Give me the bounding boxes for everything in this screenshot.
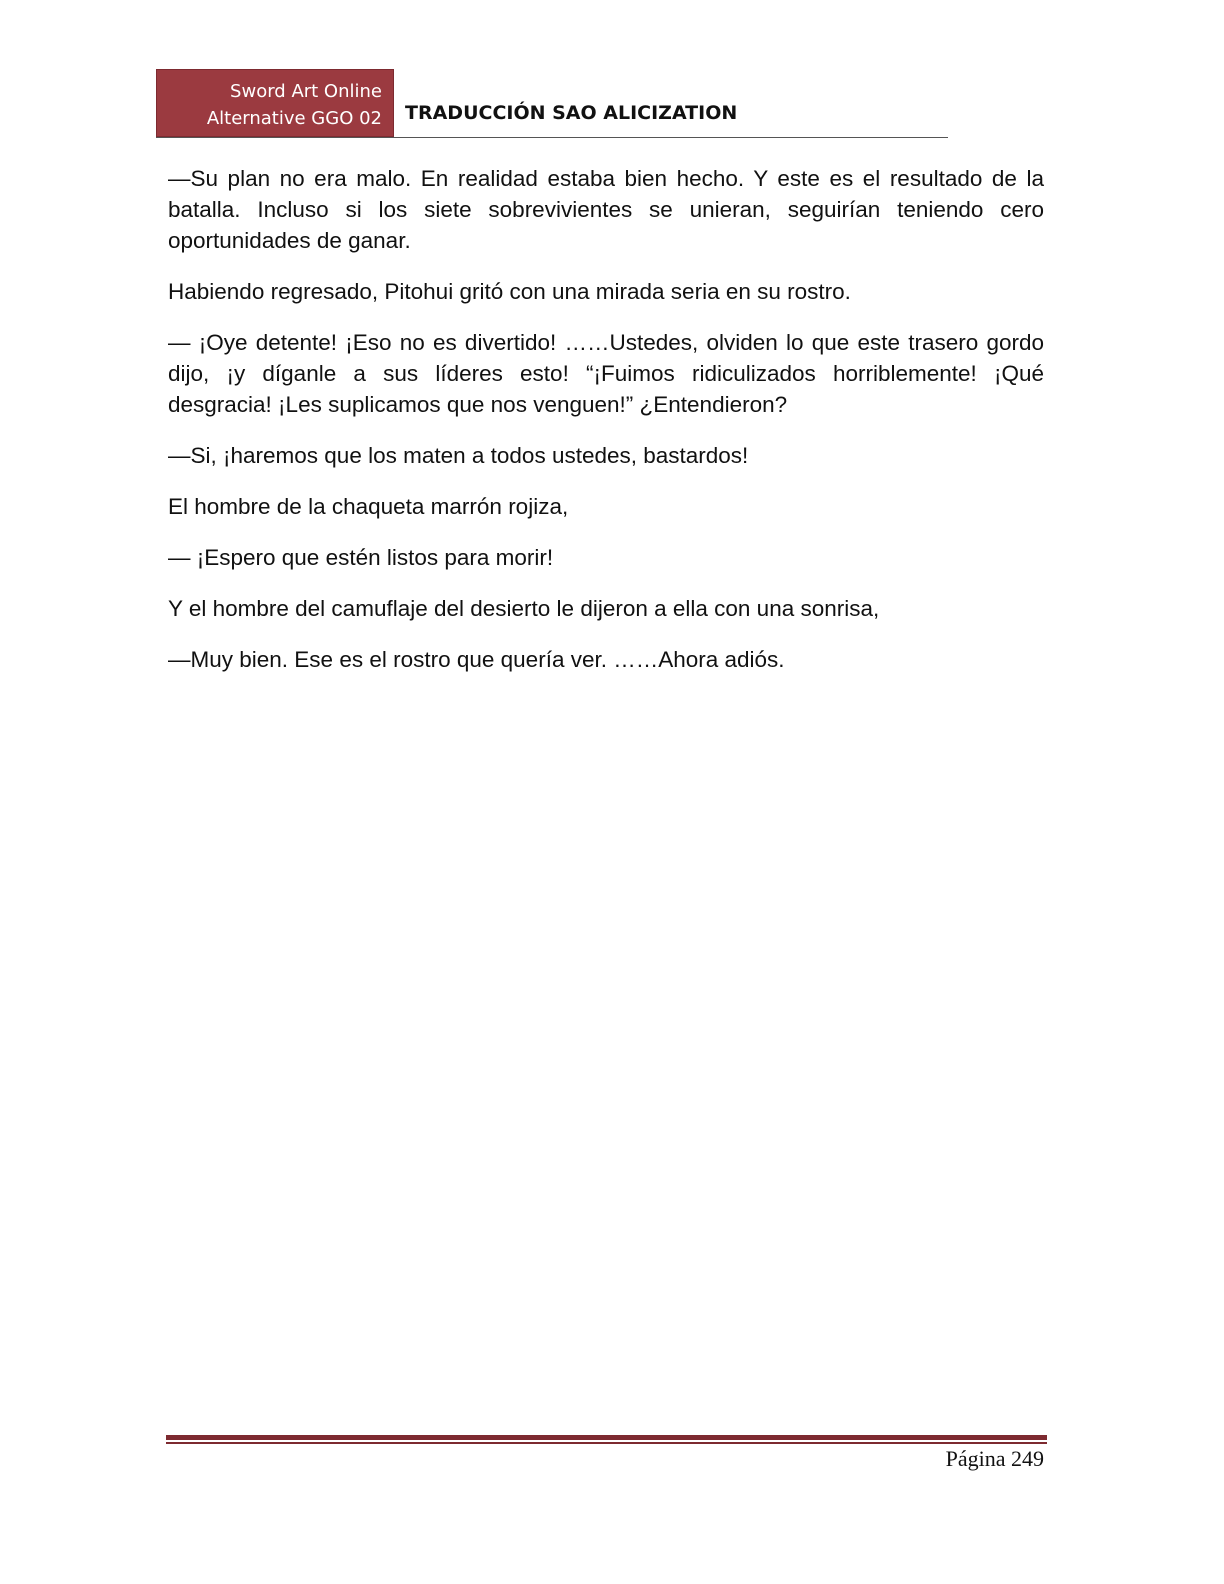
series-badge: [156, 69, 394, 137]
footer-divider-thin: [166, 1442, 1047, 1444]
document-body: [168, 163, 1044, 695]
footer-divider: [166, 1435, 1047, 1444]
header-title: TRADUCCIÓN SAO ALICIZATION: [405, 102, 738, 124]
series-badge-line-1: Sword Art Online: [230, 81, 382, 102]
footer-divider-thick: [166, 1435, 1047, 1440]
paragraph: —Muy bien. Ese es el rostro que quería ver. ……Ahora adiós.: [168, 647, 785, 672]
paragraph: — ¡Espero que estén listos para morir!: [168, 545, 554, 570]
paragraph: El hombre de la chaqueta marrón rojiza,: [168, 494, 569, 519]
paragraph: Habiendo regresado, Pitohui gritó con una mirada seria en su rostro.: [168, 279, 851, 304]
paragraph: — ¡Oye detente! ¡Eso no es divertido! ……Ustedes, olviden lo que este trasero gordo dijo, ¡y díganle a sus líderes esto! “¡Fuimos ridiculizados horriblemente! ¡Qué desgracia! ¡Les suplicamos que nos venguen!” ¿Entendieron?: [168, 330, 1044, 417]
series-badge-line-2: Alternative GGO 02: [206, 108, 382, 129]
header-divider: [156, 137, 948, 138]
paragraph: —Su plan no era malo. En realidad estaba bien hecho. Y este es el resultado de la batalla. Incluso si los siete sobrevivientes se unieran, seguirían teniendo cero oportunidades de ganar.: [168, 166, 1044, 253]
paragraph: Y el hombre del camuflaje del desierto le dijeron a ella con una sonrisa,: [168, 596, 880, 621]
page-header: [156, 69, 948, 139]
paragraph: —Si, ¡haremos que los maten a todos ustedes, bastardos!: [168, 443, 749, 468]
page-number: Página 249: [945, 1446, 1044, 1471]
